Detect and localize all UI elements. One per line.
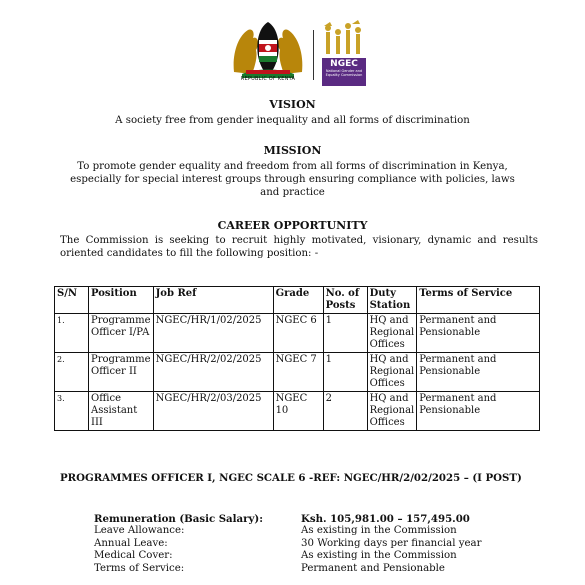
table-row	[55, 353, 540, 392]
table-cell: 3.	[55, 392, 89, 431]
table-cell: Programme Officer II	[89, 353, 154, 392]
table-cell: HQ and Regional Offices	[367, 353, 417, 392]
ngec-logo-badge	[322, 58, 366, 86]
list-item	[94, 525, 514, 537]
vision-heading: VISION	[269, 98, 316, 111]
mission-text: To promote gender equality and freedom from all forms of discrimination in Kenya, especially for special interest groups through ensuring compliance with policies, laws and practice	[70, 161, 515, 198]
career-heading: CAREER OPPORTUNITY	[217, 219, 368, 232]
item-label: Medical Cover:	[94, 550, 173, 562]
column-header: Grade	[273, 287, 323, 314]
remuneration-list	[94, 513, 514, 575]
list-item	[94, 538, 514, 550]
mission-heading: MISSION	[263, 144, 322, 157]
table-cell: Permanent and Pensionable	[417, 392, 540, 431]
table-header-row	[55, 287, 540, 314]
list-item	[94, 513, 514, 525]
table-cell: 2.	[55, 353, 89, 392]
table-row	[55, 392, 540, 431]
list-item	[94, 563, 514, 575]
logo-divider	[313, 30, 314, 80]
table-cell: NGEC/HR/1/02/2025	[153, 314, 273, 353]
table-cell: NGEC 7	[273, 353, 323, 392]
table-cell: 1	[323, 314, 367, 353]
table-row	[55, 314, 540, 353]
table-cell: NGEC/HR/2/02/2025	[153, 353, 273, 392]
item-value: As existing in the Commission	[301, 525, 457, 537]
table-cell: 1	[323, 353, 367, 392]
section-title: PROGRAMMES OFFICER I, NGEC SCALE 6 -REF: NGEC/HR/2/02/2025 – (I POST)	[60, 472, 522, 484]
table-cell: 1.	[55, 314, 89, 353]
list-item	[94, 550, 514, 562]
table-cell: HQ and Regional Offices	[367, 314, 417, 353]
vision-text: A society free from gender inequality and all forms of discrimination	[115, 115, 470, 126]
table-cell: NGEC 10	[273, 392, 323, 431]
column-header: No. of Posts	[323, 287, 367, 314]
item-value: Ksh. 105,981.00 – 157,495.00	[301, 513, 470, 525]
career-text: The Commission is seeking to recruit highly motivated, visionary, dynamic and results oriented candidates to fill the following position: -	[60, 235, 538, 259]
career-heading-wrap	[40, 219, 545, 232]
kenya-coat-of-arms-icon	[228, 14, 308, 84]
table-cell: HQ and Regional Offices	[367, 392, 417, 431]
table-cell: Office Assistant III	[89, 392, 154, 431]
table-cell: Permanent and Pensionable	[417, 314, 540, 353]
positions-table	[54, 286, 540, 431]
item-label: Remuneration (Basic Salary):	[94, 513, 263, 525]
ngec-abbr: NGEC	[330, 59, 358, 69]
vision-section	[40, 98, 545, 127]
item-value: 30 Working days per financial year	[301, 537, 482, 549]
item-value: Permanent and Pensionable	[301, 562, 445, 574]
column-header: Position	[89, 287, 154, 314]
ngec-full-name: National Gender and Equality Commission	[325, 69, 363, 77]
item-label: Terms of Service:	[94, 562, 185, 574]
item-label: Leave Allowance:	[94, 525, 185, 537]
table-cell: Permanent and Pensionable	[417, 353, 540, 392]
column-header: Duty Station	[367, 287, 417, 314]
column-header: S/N	[55, 287, 89, 314]
item-value: As existing in the Commission	[301, 550, 457, 562]
table-cell: NGEC/HR/2/03/2025	[153, 392, 273, 431]
item-label: Annual Leave:	[94, 537, 168, 549]
column-header: Terms of Service	[417, 287, 540, 314]
table-cell: NGEC 6	[273, 314, 323, 353]
table-cell: 2	[323, 392, 367, 431]
mission-section	[40, 144, 545, 199]
header-logos	[0, 14, 585, 84]
coat-caption: REPUBLIC OF KENYA	[240, 76, 296, 82]
column-header: Job Ref	[153, 287, 273, 314]
table-cell: Programme Officer I/PA	[89, 314, 154, 353]
